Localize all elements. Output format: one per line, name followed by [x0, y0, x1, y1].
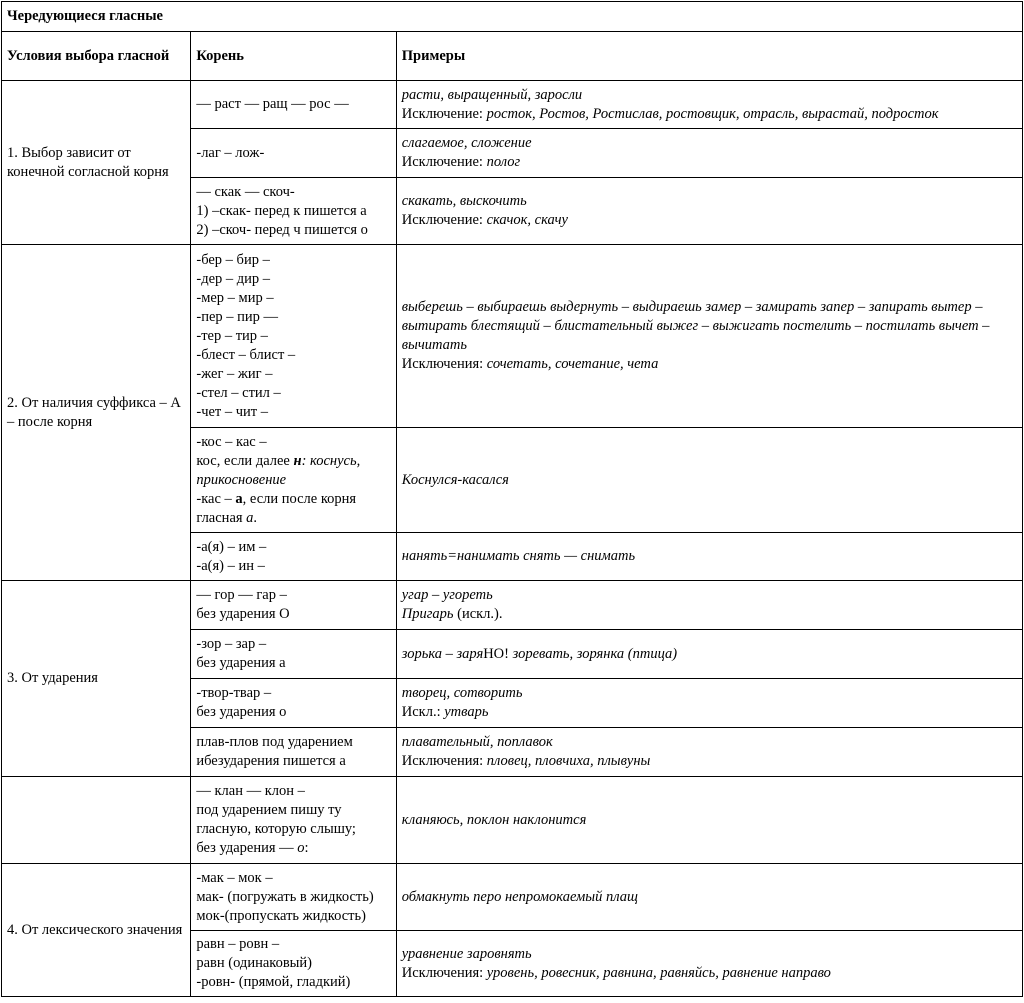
root-cell [191, 428, 396, 533]
root-line: -чет – чит – [196, 403, 269, 420]
root-line [196, 490, 390, 528]
root-line: -кос – кас – [196, 433, 267, 450]
exception-text: сочетать, сочетание, чета [486, 356, 659, 372]
root-line: -ровн- (прямой, гладкий) [196, 974, 351, 990]
root-line: без ударения а [196, 655, 286, 671]
root-cell [191, 728, 396, 777]
example-text: кланяюсь, поклон наклонится [401, 811, 587, 828]
exception-label: Исключение: [401, 105, 487, 122]
example-text: скакать, выскочить [401, 193, 527, 209]
header-examples: Примеры [396, 32, 1022, 81]
examples-cell [396, 81, 1022, 129]
examples-cell [396, 777, 1022, 864]
exception-label: Искл.: [401, 704, 445, 720]
example-text: выберешь – выбираешь выдернуть – выдираешь замер – замирать запер – запирать вытер – вытирать блестящий – блистательный выжег – выжигать постелить – постилать вычет – вычитать [401, 299, 990, 353]
exception-text: уровень, ровесник, равнина, равняйсь, равнение направо [486, 964, 831, 981]
examples-cell [396, 581, 1022, 630]
exception-line [402, 964, 1017, 983]
example-text: расти, выращенный, заросли [401, 86, 583, 103]
exception-line [402, 105, 1017, 124]
root-cell [191, 679, 396, 728]
title-row [2, 2, 1023, 32]
root-cell [191, 533, 396, 581]
root-letter: о [297, 840, 305, 856]
table-row [2, 581, 1023, 630]
group-condition: 2. От наличия суффикса – А – после корня [2, 245, 191, 581]
header-row [2, 32, 1023, 81]
root-line: ибезударения пишется а [196, 753, 346, 769]
exception-text: росток, Ростов, Ростислав, ростовщик, отрасль, вырастай, подросток [486, 105, 939, 122]
examples-cell [396, 533, 1022, 581]
root-line: -зор – зар – [196, 636, 267, 652]
header-condition: Условия выбора гласной [2, 32, 191, 81]
root-line: -дер – дир – [196, 270, 271, 287]
table-row [2, 245, 1023, 428]
example-note: НО! [483, 645, 513, 662]
root-line: -мер – мир – [196, 289, 274, 306]
examples-cell [396, 428, 1022, 533]
exception-label: Исключения: [401, 753, 487, 769]
exception-label: Исключение: [401, 212, 487, 228]
root-line: плав-плов под ударением [196, 734, 353, 750]
root-line: -бер – бир – [196, 251, 270, 268]
group-condition: 1. Выбор зависит от конечной согласной корня [2, 81, 191, 245]
root-line: без ударения О [196, 606, 290, 622]
examples-cell [396, 864, 1022, 931]
root-line: под ударением пишу ту гласную, которую слышу; [196, 802, 356, 837]
root-line: мок-(пропускать жидкость) [196, 907, 366, 924]
table-row [2, 81, 1023, 129]
example-text: плавательный, поплавок [401, 734, 553, 750]
group-condition: 3. От ударения [2, 581, 191, 777]
root-line: -твор-твар – [196, 685, 272, 701]
root-line: 2) –скоч- перед ч пишется о [196, 221, 368, 238]
root-text: , если после корня гласная [196, 490, 357, 526]
exception-text: пловец, пловчиха, плывуны [486, 753, 651, 769]
exception-label: Исключение: [401, 154, 487, 170]
exception-label: (искл.). [453, 606, 503, 622]
root-cell [191, 581, 396, 630]
root-line: равн (одинаковый) [196, 955, 313, 971]
examples-cell [396, 245, 1022, 428]
exception-text: скачок, скачу [486, 212, 568, 228]
example-text: обмакнуть перо непромокаемый плащ [401, 888, 638, 905]
table-row [2, 777, 1023, 864]
group-condition-empty [2, 777, 191, 864]
root-line [196, 452, 390, 490]
root-text: -кас – [196, 490, 236, 507]
exception-text: полог [486, 154, 521, 170]
example-text: зорька – заря [401, 645, 484, 662]
table-title: Чередующиеся гласные [2, 2, 1023, 32]
example-text: нанять=нанимать снять — снимать [401, 548, 636, 564]
examples-cell [396, 679, 1022, 728]
root-text: : [304, 840, 309, 856]
examples-cell [396, 129, 1022, 178]
root-line [196, 839, 390, 858]
example-text: творец, сотворить [401, 685, 523, 701]
root-line: -блест – блист – [196, 346, 296, 363]
root-line: -а(я) – им – [196, 538, 267, 555]
group-condition: 4. От лексического значения [2, 864, 191, 997]
root-cell [191, 630, 396, 679]
exception-line [402, 752, 1017, 771]
root-line: 1) –скак- перед к пишется а [196, 202, 367, 219]
example-text: слагаемое, сложение [401, 135, 532, 151]
exception-line [402, 703, 1017, 722]
root-line: мак- (погружать в жидкость) [196, 888, 374, 905]
root-line: — клан — клон – [196, 783, 305, 799]
root-text: кос, если далее [196, 452, 294, 469]
root-line: -стел – стил – [196, 384, 281, 401]
example-text: зоревать, зорянка (птица) [512, 645, 678, 662]
root-letter: а [246, 509, 254, 526]
root-text: без ударения — [196, 840, 298, 856]
example-text: уравнение заровнять [401, 945, 532, 962]
examples-cell [396, 728, 1022, 777]
root-cell [191, 245, 396, 428]
root-line: -тер – тир – [196, 327, 268, 344]
exception-text: Пригарь [401, 606, 454, 622]
root-line: — гор — гар – [196, 587, 287, 603]
exception-label: Исключения: [401, 356, 487, 372]
examples-cell [396, 630, 1022, 679]
exception-line [402, 153, 1017, 172]
root-letter: а [235, 490, 243, 507]
examples-cell [396, 931, 1022, 997]
exception-text: утварь [444, 704, 489, 720]
root-text: . [253, 509, 258, 526]
exception-line [402, 605, 1017, 624]
examples-cell [396, 178, 1022, 245]
root-letter: н [293, 452, 302, 469]
root-cell [191, 178, 396, 245]
root-line: — скак — скоч- [196, 183, 295, 200]
alternating-vowels-table [1, 1, 1023, 997]
example-text: угар – угореть [401, 587, 493, 603]
root-line: -мак – мок – [196, 869, 273, 886]
root-cell [191, 864, 396, 931]
root-cell: -лаг – лож- [191, 129, 396, 178]
exception-line [402, 355, 1017, 374]
root-cell [191, 931, 396, 997]
root-cell: — раст — ращ — рос — [191, 81, 396, 129]
example-text: Коснулся-касался [401, 471, 509, 488]
root-line: равн – ровн – [196, 936, 280, 952]
root-cell [191, 777, 396, 864]
exception-label: Исключения: [401, 964, 487, 981]
root-line: -а(я) – ин – [196, 557, 265, 574]
table-row [2, 864, 1023, 931]
exception-line [402, 211, 1017, 230]
header-root: Корень [191, 32, 396, 81]
root-text: : коснусь, прикосновение [196, 452, 361, 488]
root-line: -пер – пир — [196, 308, 279, 325]
root-line: -жег – жиг – [196, 365, 273, 382]
root-line: без ударения о [196, 704, 287, 720]
